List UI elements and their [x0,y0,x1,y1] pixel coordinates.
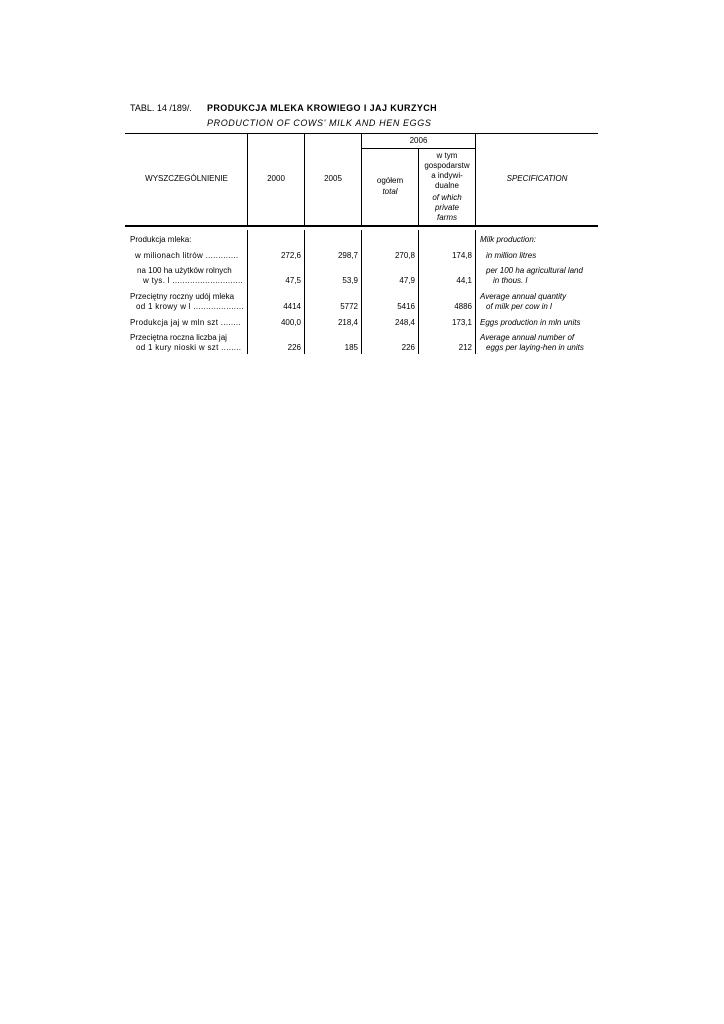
value-2006-total: 226 [401,343,415,352]
value-2000: 226 [287,343,301,352]
value-2000: 400,0 [280,318,301,327]
table-number: TABL. 14 /189/. [130,103,192,113]
value-2006-total: 5416 [397,302,415,311]
row-label-english: per 100 ha agricultural land [486,266,583,275]
value-2000: 4414 [283,302,301,311]
row-label-polish: w tys. l ............................ [143,276,244,285]
header-private-polish-line: w tym [436,151,458,160]
row-label-english: eggs per laying-hen in units [486,343,584,352]
row-label-english: of milk per cow in l [486,302,552,311]
row-label-english: in million litres [486,251,537,260]
value-2006-private: 4886 [454,302,472,311]
value-2005: 218,4 [337,318,358,327]
body-divider [418,230,419,354]
header-private-english-line: private [434,203,459,212]
header-private-english-line: farms [437,213,457,222]
value-2000: 272,6 [280,251,301,260]
value-2005: 298,7 [337,251,358,260]
row-label-polish: od 1 krowy w l .................... [136,302,244,311]
header-year-2006: 2006 [409,136,428,145]
header-private-polish-line: a indywi- [431,171,463,180]
header-private-polish-line: dualne [434,181,460,190]
row-label-polish: w milionach litrów ............. [135,251,239,260]
body-divider [247,230,248,354]
value-2006-private: 174,8 [451,251,472,260]
value-2006-total: 47,9 [399,276,415,285]
body-divider [361,230,362,354]
value-2005: 185 [344,343,358,352]
header-specification-polish: WYSZCZEGÓLNIENIE [145,174,228,183]
header-specification-english: SPECIFICATION [506,174,568,183]
value-2006-total: 270,8 [394,251,415,260]
table-title-polish: PRODUKCJA MLEKA KROWIEGO I JAJ KURZYCH [207,103,438,113]
table-title-english: PRODUCTION OF COWS' MILK AND HEN EGGS [207,118,432,128]
row-label-polish: Produkcja mleka: [130,235,192,244]
value-2006-private: 212 [458,343,472,352]
header-private-polish-line: gospodarstw [424,161,470,170]
value-2000: 47,5 [285,276,301,285]
header-total-english: total [382,187,398,196]
header-private-english-line: of which [432,193,462,202]
value-2005: 5772 [340,302,358,311]
row-label-polish: Przeciętna roczna liczba jaj [130,333,227,342]
row-label-english: in thous. l [493,276,528,285]
row-label-polish: od 1 kury nioski w szt ........ [136,343,242,352]
row-label-polish: na 100 ha użytków rolnych [137,266,232,275]
value-2006-total: 248,4 [394,318,415,327]
row-label-polish: Przeciętny roczny udój mleka [130,292,235,301]
row-label-english: Average annual quantity [480,292,567,301]
header-year-2005: 2005 [324,174,342,183]
row-label-english: Eggs production in mln units [480,318,581,327]
header-year-2000: 2000 [267,174,285,183]
body-divider [475,230,476,354]
row-label-english: Average annual number of [480,333,575,342]
row-label-polish: Produkcja jaj w mln szt ........ [130,318,241,327]
value-2006-private: 44,1 [456,276,472,285]
header-total-polish: ogółem [376,176,404,185]
row-label-english: Milk production: [480,235,537,244]
body-divider [304,230,305,354]
value-2006-private: 173,1 [451,318,472,327]
value-2005: 53,9 [342,276,358,285]
